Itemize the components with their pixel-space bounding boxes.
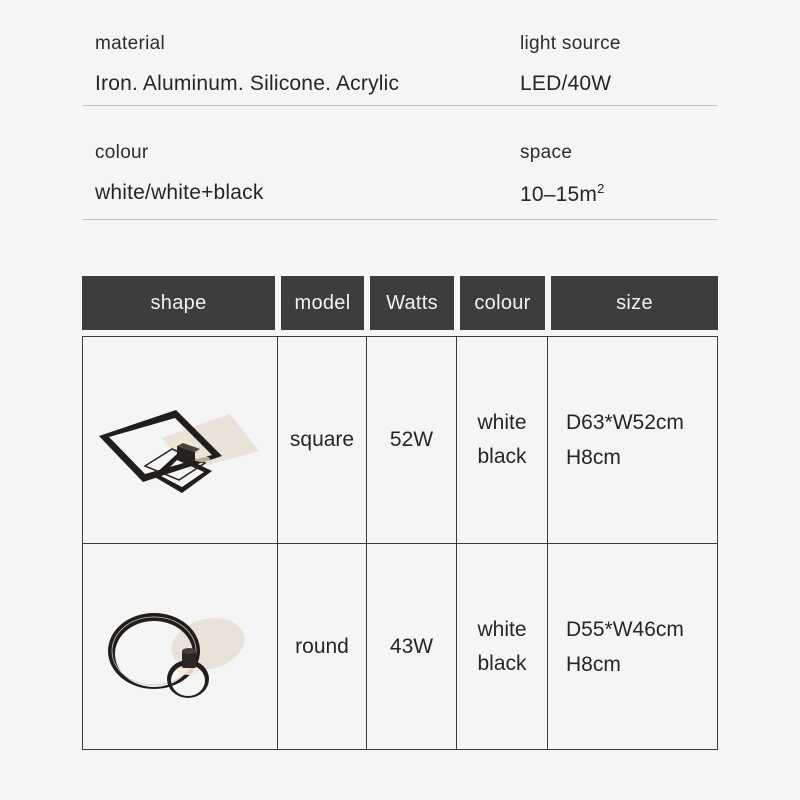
spec-value-light-source: LED/40W	[520, 72, 612, 95]
space-value-text: 10–15m	[520, 183, 598, 206]
lamp-glow	[194, 456, 210, 462]
colour-line: black	[477, 651, 527, 675]
size-cell	[548, 337, 717, 543]
header-cell-colour: colour	[460, 276, 545, 330]
spec-label-material: material	[95, 33, 165, 54]
model-cell: round	[278, 544, 367, 749]
colour-line: black	[477, 445, 527, 468]
header-cell-size: size	[551, 276, 718, 330]
colour-line: white	[477, 617, 527, 641]
space-value-superscript: 2	[597, 181, 605, 196]
spec-value-space	[520, 181, 605, 207]
spec-value-material: Iron. Aluminum. Silicone. Acrylic	[95, 72, 400, 95]
header-cell-shape: shape	[82, 276, 275, 330]
spec-label-colour: colour	[95, 142, 149, 163]
spec-table-header	[82, 276, 718, 330]
lamp-mount-top	[182, 648, 196, 654]
divider-line	[83, 105, 717, 106]
size-cell	[548, 544, 717, 749]
spec-label-space: space	[520, 142, 573, 163]
size-line: D55*W46cm	[566, 617, 684, 641]
colour-cell	[457, 544, 548, 749]
colour-cell	[457, 337, 548, 543]
header-cell-watts: Watts	[370, 276, 454, 330]
shape-cell-square	[83, 337, 278, 543]
size-line: H8cm	[566, 652, 621, 676]
divider-line	[83, 219, 717, 220]
table-row-square	[83, 337, 717, 543]
table-row-round	[83, 543, 717, 749]
watts-cell: 52W	[367, 337, 457, 543]
spec-label-light-source: light source	[520, 33, 621, 54]
round-ceiling-lamp-icon	[83, 544, 277, 749]
size-line: H8cm	[566, 446, 621, 469]
shape-cell-round	[83, 544, 278, 749]
colour-line: white	[477, 411, 527, 434]
spec-value-colour: white/white+black	[95, 181, 264, 204]
header-cell-model: model	[281, 276, 364, 330]
model-cell: square	[278, 337, 367, 543]
spec-table-body	[82, 336, 718, 750]
square-ceiling-lamp-icon	[83, 338, 277, 543]
size-line: D63*W52cm	[566, 411, 684, 434]
watts-cell: 43W	[367, 544, 457, 749]
